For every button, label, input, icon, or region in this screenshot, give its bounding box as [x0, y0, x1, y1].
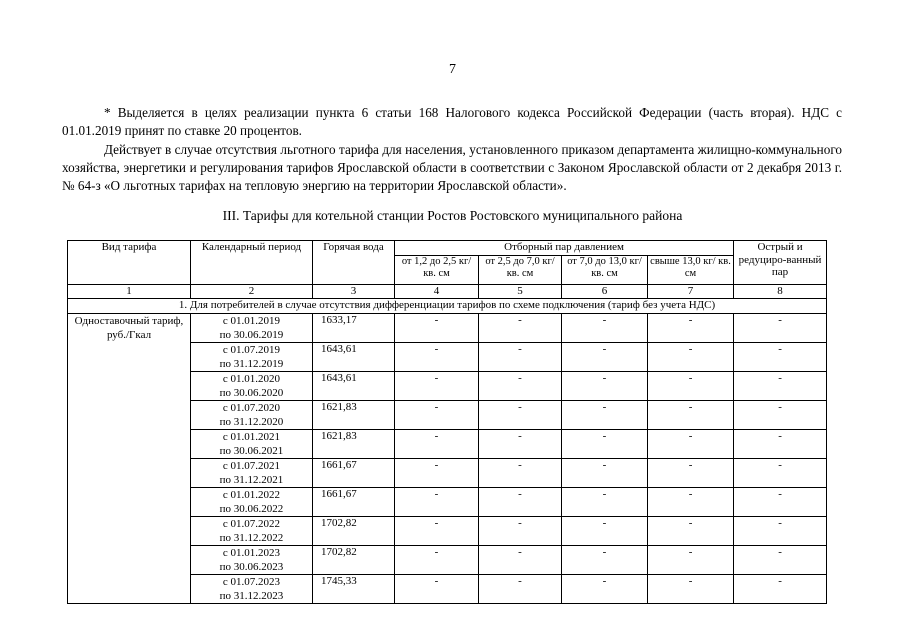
- header-sharp-steam: Острый и редуциро-ванный пар: [734, 241, 827, 285]
- empty-value-cell: -: [648, 401, 734, 430]
- header-steam-group: Отборный пар давлением: [395, 241, 734, 256]
- header-period: Календарный период: [191, 241, 313, 285]
- empty-value-cell: -: [648, 546, 734, 575]
- empty-value-cell: -: [734, 459, 827, 488]
- column-number: 5: [479, 285, 562, 299]
- empty-value-cell: -: [479, 343, 562, 372]
- period-from: с 01.07.2020: [222, 402, 281, 414]
- column-number: 7: [648, 285, 734, 299]
- empty-value-cell: -: [479, 488, 562, 517]
- period-to: по 30.06.2020: [219, 387, 284, 399]
- empty-value-cell: -: [479, 314, 562, 343]
- period-to: по 31.12.2021: [219, 474, 284, 486]
- period-to: по 31.12.2023: [219, 590, 284, 602]
- empty-value-cell: -: [479, 401, 562, 430]
- header-tariff-type: Вид тарифа: [68, 241, 191, 285]
- header-steam-1: от 1,2 до 2,5 кг/ кв. см: [395, 256, 479, 285]
- period-cell: [191, 546, 313, 575]
- empty-value-cell: -: [479, 372, 562, 401]
- empty-value-cell: -: [562, 546, 648, 575]
- period-from: с 01.01.2019: [222, 315, 281, 327]
- empty-value-cell: -: [648, 372, 734, 401]
- empty-value-cell: -: [479, 459, 562, 488]
- empty-value-cell: -: [479, 546, 562, 575]
- period-cell: [191, 575, 313, 604]
- column-number: 8: [734, 285, 827, 299]
- empty-value-cell: -: [648, 488, 734, 517]
- empty-value-cell: -: [395, 517, 479, 546]
- period-from: с 01.07.2019: [222, 344, 281, 356]
- column-number: 6: [562, 285, 648, 299]
- period-cell: [191, 459, 313, 488]
- hot-water-value: 1702,82: [313, 517, 395, 546]
- empty-value-cell: -: [734, 517, 827, 546]
- column-number: 3: [313, 285, 395, 299]
- empty-value-cell: -: [395, 314, 479, 343]
- hot-water-value: 1661,67: [313, 459, 395, 488]
- empty-value-cell: -: [734, 314, 827, 343]
- period-to: по 31.12.2020: [219, 416, 284, 428]
- period-to: по 30.06.2021: [219, 445, 284, 457]
- empty-value-cell: -: [648, 459, 734, 488]
- period-cell: [191, 401, 313, 430]
- hot-water-value: 1745,33: [313, 575, 395, 604]
- empty-value-cell: -: [479, 430, 562, 459]
- empty-value-cell: -: [395, 372, 479, 401]
- empty-value-cell: -: [734, 372, 827, 401]
- empty-value-cell: -: [479, 517, 562, 546]
- period-cell: [191, 430, 313, 459]
- empty-value-cell: -: [648, 575, 734, 604]
- empty-value-cell: -: [734, 546, 827, 575]
- empty-value-cell: -: [734, 575, 827, 604]
- period-to: по 31.12.2019: [219, 358, 284, 370]
- hot-water-value: 1661,67: [313, 488, 395, 517]
- hot-water-value: 1633,17: [313, 314, 395, 343]
- empty-value-cell: -: [734, 488, 827, 517]
- header-steam-4: свыше 13,0 кг/ кв. см: [648, 256, 734, 285]
- column-number: 1: [68, 285, 191, 299]
- empty-value-cell: -: [648, 343, 734, 372]
- empty-value-cell: -: [648, 430, 734, 459]
- header-steam-2: от 2,5 до 7,0 кг/ кв. см: [479, 256, 562, 285]
- empty-value-cell: -: [562, 517, 648, 546]
- empty-value-cell: -: [395, 575, 479, 604]
- empty-value-cell: -: [562, 372, 648, 401]
- period-from: с 01.07.2022: [222, 518, 281, 530]
- tariff-type-cell: Одноставочный тариф, руб./Гкал: [68, 314, 191, 604]
- period-to: по 30.06.2022: [219, 503, 284, 515]
- page-number: 7: [449, 62, 456, 77]
- empty-value-cell: -: [562, 343, 648, 372]
- column-number-row: [68, 285, 827, 299]
- period-from: с 01.01.2020: [222, 373, 281, 385]
- footnote-text: [62, 104, 842, 195]
- period-to: по 31.12.2022: [219, 532, 284, 544]
- empty-value-cell: -: [734, 343, 827, 372]
- header-steam-3: от 7,0 до 13,0 кг/ кв. см: [562, 256, 648, 285]
- empty-value-cell: -: [648, 517, 734, 546]
- hot-water-value: 1621,83: [313, 401, 395, 430]
- table-row: [68, 314, 827, 343]
- empty-value-cell: -: [562, 314, 648, 343]
- empty-value-cell: -: [734, 430, 827, 459]
- period-cell: [191, 517, 313, 546]
- empty-value-cell: -: [479, 575, 562, 604]
- table-subheader: 1. Для потребителей в случае отсутствия дифференциации тарифов по схеме подключения (тариф без учета НДС): [68, 299, 827, 314]
- empty-value-cell: -: [734, 401, 827, 430]
- empty-value-cell: -: [562, 401, 648, 430]
- hot-water-value: 1643,61: [313, 343, 395, 372]
- tariff-table: [67, 240, 827, 604]
- period-cell: [191, 488, 313, 517]
- period-cell: [191, 343, 313, 372]
- empty-value-cell: -: [648, 314, 734, 343]
- empty-value-cell: -: [395, 430, 479, 459]
- period-to: по 30.06.2019: [219, 329, 284, 341]
- period-from: с 01.07.2021: [222, 460, 281, 472]
- empty-value-cell: -: [562, 575, 648, 604]
- empty-value-cell: -: [562, 430, 648, 459]
- empty-value-cell: -: [562, 488, 648, 517]
- hot-water-value: 1643,61: [313, 372, 395, 401]
- period-to: по 30.06.2023: [219, 561, 284, 573]
- empty-value-cell: -: [395, 401, 479, 430]
- column-number: 2: [191, 285, 313, 299]
- footnote-paragraph: * Выделяется в целях реализации пункта 6 статьи 168 Налогового кодекса Российской Федерации (часть вторая). НДС с 01.01.2019 принят по ставке 20 процентов.: [62, 105, 842, 139]
- period-from: с 01.07.2023: [222, 576, 281, 588]
- empty-value-cell: -: [562, 459, 648, 488]
- footnote-paragraph: Действует в случае отсутствия льготного тарифа для населения, установленного приказом департамента жилищно-коммунального хозяйства, энергетики и регулирования тарифов Ярославской области в соответствии с Законом Ярославской области от 2 декабря 2013 г. № 64-з «О льготных тарифах на тепловую энергию на территории Ярославской области».: [62, 141, 842, 194]
- period-cell: [191, 372, 313, 401]
- empty-value-cell: -: [395, 546, 479, 575]
- period-from: с 01.01.2021: [222, 431, 281, 443]
- header-hot-water: Горячая вода: [313, 241, 395, 285]
- period-cell: [191, 314, 313, 343]
- hot-water-value: 1621,83: [313, 430, 395, 459]
- period-from: с 01.01.2022: [222, 489, 281, 501]
- column-number: 4: [395, 285, 479, 299]
- empty-value-cell: -: [395, 343, 479, 372]
- section-title: III. Тарифы для котельной станции Ростов Ростовского муниципального района: [222, 208, 683, 223]
- hot-water-value: 1702,82: [313, 546, 395, 575]
- empty-value-cell: -: [395, 459, 479, 488]
- period-from: с 01.01.2023: [222, 547, 281, 559]
- empty-value-cell: -: [395, 488, 479, 517]
